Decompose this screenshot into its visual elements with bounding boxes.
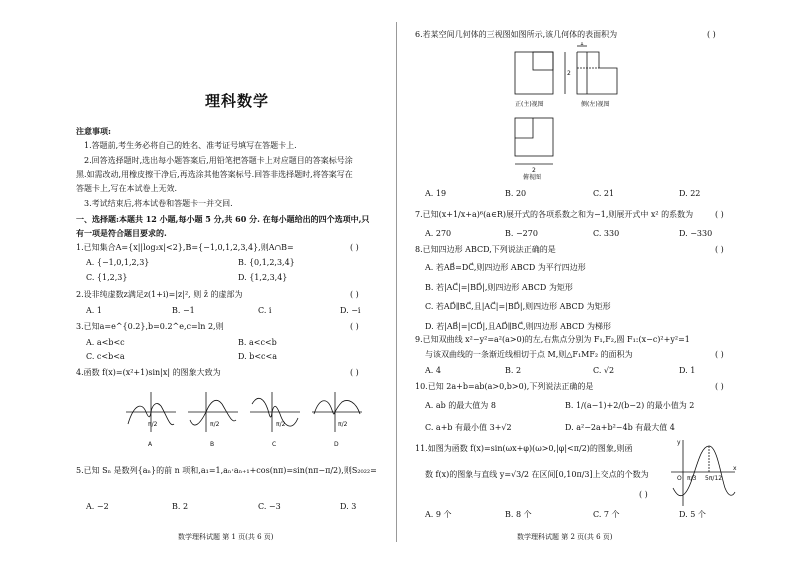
option-d: D. a²−2a+b²−4b 有最大值 4 (565, 423, 675, 432)
notice-line: 3.考试结束后,将本试卷和答题卡一并交回. (84, 199, 233, 208)
dimension-label: 1 (580, 42, 584, 47)
option-c: C. i (258, 306, 272, 315)
option-c: C. a+b 有最小值 3+√2 (425, 423, 512, 432)
graph-label-c: C (272, 441, 277, 448)
section-heading: 有一项是符合题目要求的. (76, 228, 167, 238)
top-view-inner (515, 118, 533, 138)
option-c: C. √2 (593, 366, 615, 375)
question-6-stem: 6.若某空间几何体的三视图如图所示,该几何体的表面积为 (415, 30, 618, 39)
answer-paren: ( ) (350, 243, 359, 252)
page-title: 理科数学 (205, 92, 270, 110)
question-2-stem: 2.设非纯虚数z满足z(1+i)=|z|², 则 z̄ 的虚部为 (76, 290, 243, 299)
option-b: B. 若|AC⃗|=|BD⃗|,则四边形 ABCD 为矩形 (425, 283, 573, 292)
option-b: B. −1 (172, 306, 195, 315)
side-view-caption: 侧(左)视图 (581, 101, 610, 108)
graph-tick-label: π/3 (687, 475, 697, 482)
question-11-stem: 数 f(x)的图象与直线 y=√3/2 在区间[0,10π/3]上交点的个数为 (425, 470, 649, 479)
question-11-stem: 11.如图为函数 f(x)=sin(ωx+φ)(ω>0,|φ|<π/2)的图象,则函 (415, 444, 633, 453)
front-view-outline (515, 52, 553, 94)
option-c: C. 7 个 (593, 510, 620, 519)
top-view-outline (515, 118, 553, 156)
option-d: D. −i (340, 306, 361, 315)
graph-tick-label: 5π/12 (705, 475, 723, 482)
question-7-stem: 7.已知(x+1/x+a)⁶(a∈R)展开式的各项系数之和为−1,则展开式中 x² 的系数为 (415, 210, 694, 219)
graph-origin: O (677, 475, 682, 482)
question-9-stem: 与该双曲线的一条渐近线相切于点 M,则△F₁MF₂ 的面积为 (425, 350, 633, 359)
function-graph-options (124, 384, 364, 450)
option-b: B. 2 (172, 502, 189, 511)
page-footer: 数学理科试题 第 2 页(共 6 页) (517, 533, 613, 541)
sine-graph (669, 436, 739, 510)
graph-tick-label: π/2 (210, 421, 220, 428)
answer-paren: ( ) (715, 245, 724, 254)
option-c: C. −3 (258, 502, 281, 511)
option-a: A. 若AB⃗=DC⃗,则四边形 ABCD 为平行四边形 (425, 263, 586, 272)
answer-paren: ( ) (715, 350, 724, 359)
option-b: B. −270 (505, 229, 538, 238)
answer-paren: ( ) (350, 322, 359, 331)
option-d: D. −330 (679, 229, 713, 238)
question-1-stem: 1.已知集合A={x||log₂x|<2},B={−1,0,1,2,3,4},则A∩B= (76, 243, 294, 252)
answer-paren: ( ) (350, 290, 359, 299)
question-3-stem: 3.已知a=e^{0.2},b=0.2^e,c=ln 2,则 (76, 322, 224, 331)
notice-line: 1.答题前,考生务必将自己的姓名、准考证号填写在答题卡上. (84, 141, 297, 150)
option-d: D. 1 (679, 366, 696, 375)
notice-heading: 注意事项: (76, 126, 111, 136)
question-4-stem: 4.函数 f(x)=(x²+1)sin|x| 的图象大致为 (76, 368, 221, 377)
graph-y-label: y (677, 439, 681, 446)
question-10-stem: 10.已知 2a+b=ab(a>0,b>0),下列说法正确的是 (415, 382, 594, 391)
notice-line: 2.回答选择题时,选出每小题答案后,用铅笔把答题卡上对应题目的答案标号涂 (84, 156, 353, 165)
option-b: B. 8 个 (505, 510, 532, 519)
answer-paren: ( ) (715, 210, 724, 219)
option-c: C. 若AD⃗∥BC⃗,且|AC⃗|=|BD⃗|,则四边形 ABCD 为矩形 (425, 302, 611, 311)
option-d: D. 若|AB⃗|=|CD⃗|,且AD⃗∥BC⃗,则四边形 ABCD 为梯形 (425, 322, 612, 331)
graph-x-label: x (733, 465, 737, 472)
three-view-diagram (507, 42, 647, 180)
option-d: D. 5 个 (679, 510, 706, 519)
answer-paren: ( ) (639, 490, 648, 499)
option-a: A. 1 (86, 306, 102, 315)
answer-paren: ( ) (350, 368, 359, 377)
top-view-caption: 俯视图 (523, 174, 542, 180)
option-a: A. ab 的最大值为 8 (425, 401, 496, 410)
option-d: D. b<c<a (238, 352, 277, 361)
option-d: D. {1,2,3,4} (238, 273, 288, 282)
right-page (397, 0, 794, 562)
option-b: B. {0,1,2,3,4} (238, 258, 295, 267)
option-b: B. a<c<b (238, 338, 277, 347)
graph-label-b: B (210, 441, 215, 448)
question-9-stem: 9.已知双曲线 x²−y²=a²(a>0)的左,右焦点分别为 F₁,F₂,圆 F₁:(x−c)²+y²=1 (415, 335, 690, 344)
graph-tick-label: π/2 (148, 421, 158, 428)
sine-curve (673, 446, 735, 496)
dimension-label: 2 (532, 167, 536, 174)
option-c: C. {1,2,3} (86, 273, 128, 282)
question-8-stem: 8.已知四边形 ABCD,下列说法正确的是 (415, 245, 556, 254)
option-c: C. c<b<a (86, 352, 125, 361)
option-a: A. 270 (425, 229, 452, 238)
graph-label-d: D (334, 441, 339, 448)
graph-tick-label: π/2 (276, 421, 286, 428)
notice-line: 答题卡上,写在本试卷上无效. (76, 184, 178, 193)
option-a: A. {−1,0,1,2,3} (86, 258, 150, 267)
question-5-stem: 5.已知 Sₙ 是数列{aₙ}的前 n 项和,a₁=1,aₙ·aₙ₊₁+cos(nπ)=sin(nπ−π/2),则S₂₀₂₂= (76, 466, 377, 475)
answer-paren: ( ) (707, 30, 716, 39)
section-heading: 一、选择题:本题共 12 小题,每小题 5 分,共 60 分. 在每小题给出的四个选项中,只 (76, 214, 370, 224)
option-a: A. 19 (425, 189, 447, 198)
option-a: A. 9 个 (425, 510, 452, 519)
option-b: B. 1/(a−1)+2/(b−2) 的最小值为 2 (565, 401, 695, 410)
option-d: D. 3 (340, 502, 357, 511)
page-footer: 数学理科试题 第 1 页(共 6 页) (178, 533, 274, 541)
option-b: B. 2 (505, 366, 522, 375)
notice-line: 黑.如需改动,用橡皮擦干净后,再选涂其他答案标号.回答非选择题时,将答案写在 (76, 170, 353, 179)
graph-label-a: A (148, 441, 153, 448)
option-d: D. 22 (679, 189, 701, 198)
option-b: B. 20 (505, 189, 527, 198)
option-c: C. 21 (593, 189, 615, 198)
option-a: A. 4 (425, 366, 441, 375)
answer-paren: ( ) (715, 382, 724, 391)
option-a: A. a<b<c (86, 338, 125, 347)
front-view-caption: 正(主)视图 (515, 101, 544, 108)
option-c: C. 330 (593, 229, 620, 238)
side-view-outline (577, 52, 617, 94)
option-a: A. −2 (86, 502, 109, 511)
graph-tick-label: π/2 (338, 421, 348, 428)
dimension-label: 2 (567, 70, 571, 77)
front-view-notch (533, 52, 553, 70)
